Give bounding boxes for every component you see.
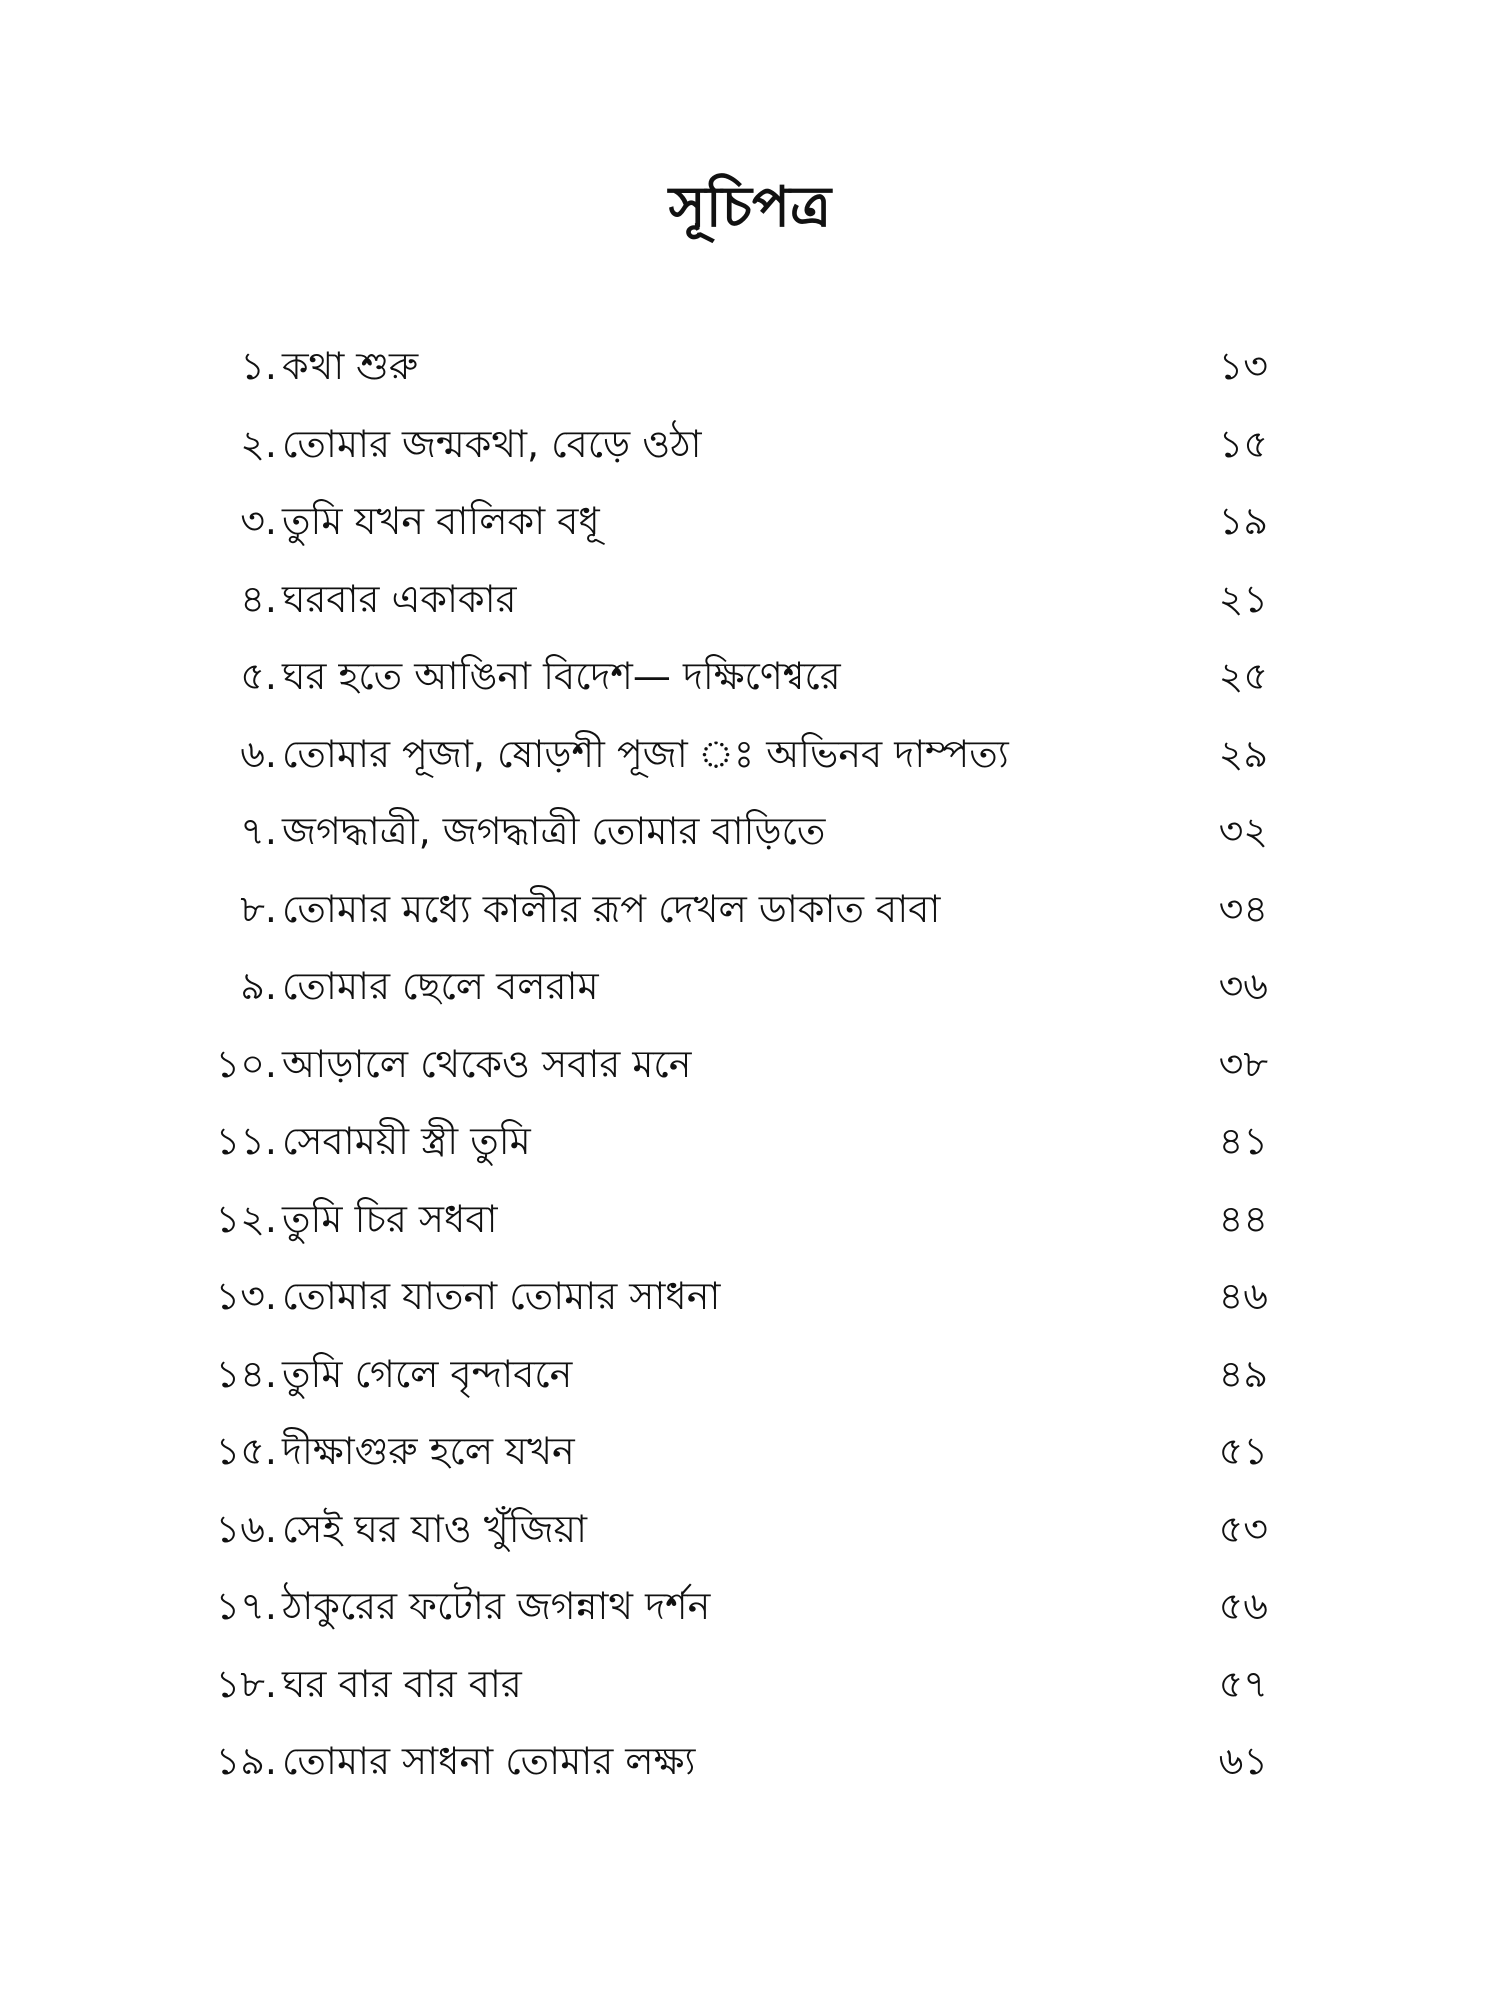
entry-number: ৯. [240,964,277,1008]
entry-page-number: ১৩ [1218,344,1268,388]
entry-title: আড়ালে থেকেও সবার মনে [282,1041,692,1086]
entry-title: তুমি গেলে বৃন্দাবনে [282,1351,573,1396]
toc-entry [0,948,1500,1026]
entry-number: ১. [240,344,277,388]
entry-title: সেবাময়ী স্ত্রী তুমি [282,1119,531,1163]
entry-page-number: ১৯ [1218,499,1268,543]
entry-page-number: ৩৮ [1218,1041,1268,1086]
entry-title: তোমার পূজা, ষোড়শী পূজা ঃ অভিনব দাম্পত্য [282,731,1009,776]
entry-title: জগদ্ধাত্রী, জগদ্ধাত্রী তোমার বাড়িতে [282,809,826,853]
table-of-contents [0,328,1500,1801]
entry-page-number: ৫১ [1218,1429,1268,1473]
entry-number: ৮. [240,886,277,931]
entry-title: তুমি চির সধবা [282,1196,498,1241]
toc-entry [0,406,1500,484]
toc-entry [0,1181,1500,1259]
entry-number: ১২. [215,1196,277,1241]
entry-title: দীক্ষাগুরু হলে যখন [282,1429,575,1473]
toc-entry [0,1258,1500,1336]
entry-page-number: ৩২ [1218,809,1268,853]
entry-number: ১৮. [215,1661,277,1706]
entry-title: তুমি যখন বালিকা বধূ [282,499,600,543]
toc-entry [0,638,1500,716]
entry-number: ৭. [240,809,277,853]
entry-title: সেই ঘর যাও খুঁজিয়া [282,1506,588,1551]
toc-entry [0,716,1500,794]
toc-entry [0,871,1500,949]
toc-entry [0,1103,1500,1181]
toc-entry [0,483,1500,561]
entry-page-number: ৩৬ [1218,964,1268,1008]
toc-entry [0,1336,1500,1414]
entry-page-number: ২১ [1218,576,1268,621]
entry-title: ঘর হতে আঙিনা বিদেশ— দক্ষিণেশ্বরে [282,654,841,698]
toc-entry [0,1491,1500,1569]
entry-page-number: ৪১ [1218,1119,1268,1163]
entry-page-number: ২৫ [1218,654,1268,698]
toc-entry [0,1646,1500,1724]
entry-number: ২. [240,421,277,466]
entry-title: তোমার জন্মকথা, বেড়ে ওঠা [282,421,702,466]
page-title: সূচিপত্র [668,175,832,240]
entry-page-number: ৫৬ [1218,1584,1268,1628]
entry-number: ৬. [240,731,277,776]
entry-number: ১৯. [215,1739,277,1783]
entry-number: ১৩. [215,1274,277,1318]
entry-number: ৫. [240,654,277,698]
entry-page-number: ৩৪ [1218,886,1268,931]
entry-title: তোমার ছেলে বলরাম [282,964,599,1008]
entry-page-number: ৪৪ [1218,1196,1268,1241]
entry-page-number: ৫৭ [1218,1661,1268,1706]
entry-number: ৪. [240,576,277,621]
entry-title: ঠাকুরের ফটোর জগন্নাথ দর্শন [282,1584,711,1628]
entry-number: ১০. [215,1041,277,1086]
entry-page-number: ৫৩ [1218,1506,1268,1551]
toc-entry [0,1723,1500,1801]
entry-page-number: ৪৬ [1218,1274,1268,1318]
entry-number: ৩. [240,499,277,543]
entry-number: ১৬. [215,1506,277,1551]
toc-entry [0,561,1500,639]
toc-entry [0,328,1500,406]
toc-entry [0,1026,1500,1104]
entry-title: ঘরবার একাকার [282,576,517,621]
toc-entry [0,793,1500,871]
entry-page-number: ৪৯ [1218,1351,1268,1396]
entry-title: কথা শুরু [282,344,419,388]
entry-number: ১৫. [215,1429,277,1473]
entry-number: ১১. [215,1119,277,1163]
entry-title: ঘর বার বার বার [282,1661,522,1706]
entry-title: তোমার সাধনা তোমার লক্ষ্য [282,1739,696,1783]
entry-number: ১৪. [215,1351,277,1396]
entry-page-number: ১৫ [1218,421,1268,466]
toc-entry [0,1413,1500,1491]
entry-page-number: ৬১ [1218,1739,1268,1783]
entry-title: তোমার যাতনা তোমার সাধনা [282,1274,721,1318]
entry-page-number: ২৯ [1218,731,1268,776]
entry-title: তোমার মধ্যে কালীর রূপ দেখল ডাকাত বাবা [282,886,941,931]
entry-number: ১৭. [215,1584,277,1628]
toc-entry [0,1568,1500,1646]
